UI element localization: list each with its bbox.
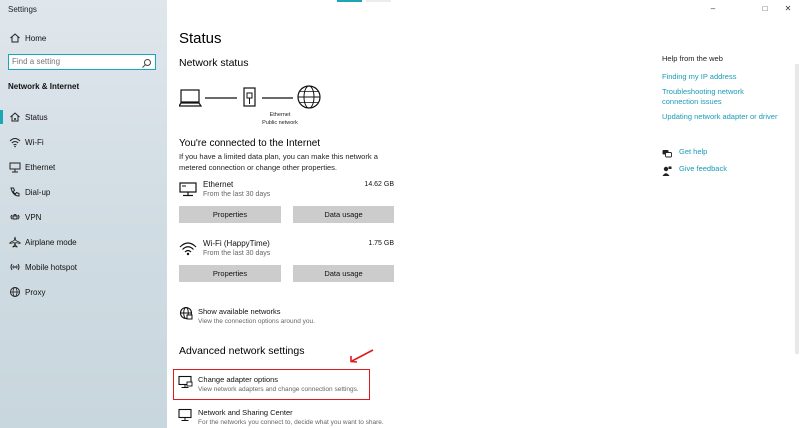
data-usage-button[interactable]: Data usage [293,206,394,223]
feedback-person-icon [662,163,672,173]
sidebar-item-dialup[interactable] [0,181,167,203]
page-title: Status [179,30,222,47]
search-icon[interactable] [141,56,152,67]
properties-button[interactable]: Properties [179,206,281,223]
show-networks-desc: View the connection options around you. [198,318,315,325]
wifi-adapter-icon [179,240,197,256]
adapter-usage-period: From the last 30 days [203,250,271,257]
adapter-data-size: 1.75 GB [368,240,394,247]
sidebar-item-airplane[interactable] [0,231,167,253]
home-icon [8,31,22,45]
scrollbar[interactable] [795,64,799,354]
adapter-usage-period: From the last 30 days [203,191,271,198]
advanced-settings-heading: Advanced network settings [179,345,305,357]
sidebar-item-label: VPN [25,212,42,222]
help-link-ip-address[interactable]: Finding my IP address [662,72,737,81]
sidebar-home-label: Home [25,33,47,43]
globe-network-icon [179,306,195,322]
main-content [167,0,800,428]
adapter-data-size: 14.62 GB [364,181,394,188]
search-input[interactable] [12,56,136,67]
airplane-icon [8,235,22,249]
globe-icon [8,285,22,299]
active-indicator [0,110,3,124]
diagram-label-adapter: Ethernet [269,112,291,118]
app-title: Settings [8,5,37,14]
sidebar-item-label: Wi-Fi [25,137,44,147]
sidebar-item-label: Airplane mode [25,237,77,247]
change-adapter-options-desc: View network adapters and change connection settings. [198,386,359,393]
diagram-label-network: Public network [262,120,298,126]
close-button[interactable]: ✕ [784,3,792,13]
connection-status-heading: You're connected to the Internet [179,138,321,149]
laptop-icon [179,90,201,106]
wifi-icon [8,135,22,149]
sidebar [0,0,167,428]
sidebar-item-wifi[interactable] [0,131,167,153]
sidebar-item-label: Mobile hotspot [25,262,78,272]
sidebar-item-proxy[interactable] [0,281,167,303]
highlight-box [173,369,370,400]
get-help-label: Get help [679,147,708,156]
help-heading: Help from the web [662,54,723,63]
sidebar-item-label: Dial-up [25,187,51,197]
minimize-button[interactable]: – [710,3,716,13]
top-accent-bar-secondary [366,0,391,2]
sidebar-item-label: Proxy [25,287,46,297]
adapter-options-icon [178,375,194,391]
router-icon [244,88,255,106]
adapter-name: Ethernet [203,180,234,189]
change-adapter-options-link[interactable]: Change adapter options [198,375,279,384]
data-usage-button[interactable]: Data usage [293,265,394,282]
ethernet-adapter-icon [179,181,197,197]
sidebar-item-status[interactable] [0,106,167,128]
connection-status-text: If you have a limited data plan, you can make this network a metered connection or change other properties. [179,152,378,172]
show-networks-link[interactable]: Show available networks [198,307,281,316]
home-status-icon [8,110,22,124]
sidebar-item-ethernet[interactable] [0,156,167,178]
phone-icon [8,185,22,199]
help-link-troubleshooting[interactable]: Troubleshooting network connection issues [662,87,744,106]
search-field[interactable] [8,54,156,70]
sidebar-item-label: Ethernet [25,162,56,172]
sharing-center-link[interactable]: Network and Sharing Center [198,408,293,417]
maximize-button[interactable]: □ [762,3,768,13]
sidebar-item-label: Status [25,112,48,122]
help-link-adapter-driver[interactable]: Updating network adapter or driver [662,112,778,121]
give-feedback-label: Give feedback [679,164,727,173]
top-accent-bar [337,0,362,2]
hotspot-icon [8,260,22,274]
sidebar-item-vpn[interactable] [0,206,167,228]
sidebar-item-hotspot[interactable] [0,256,167,278]
network-status-heading: Network status [179,57,249,69]
sharing-center-desc: For the networks you connect to, decide what you want to share. [198,419,384,426]
annotation-arrow-icon [347,348,377,364]
sharing-center-icon [178,408,194,424]
sidebar-section-title: Network & Internet [8,82,80,91]
properties-button[interactable]: Properties [179,265,281,282]
chat-help-icon [662,146,672,156]
sidebar-item-home[interactable] [0,27,167,49]
vpn-icon [8,210,22,224]
internet-globe-icon [298,86,320,108]
adapter-name: Wi-Fi (HappyTime) [203,239,270,248]
ethernet-icon [8,160,22,174]
